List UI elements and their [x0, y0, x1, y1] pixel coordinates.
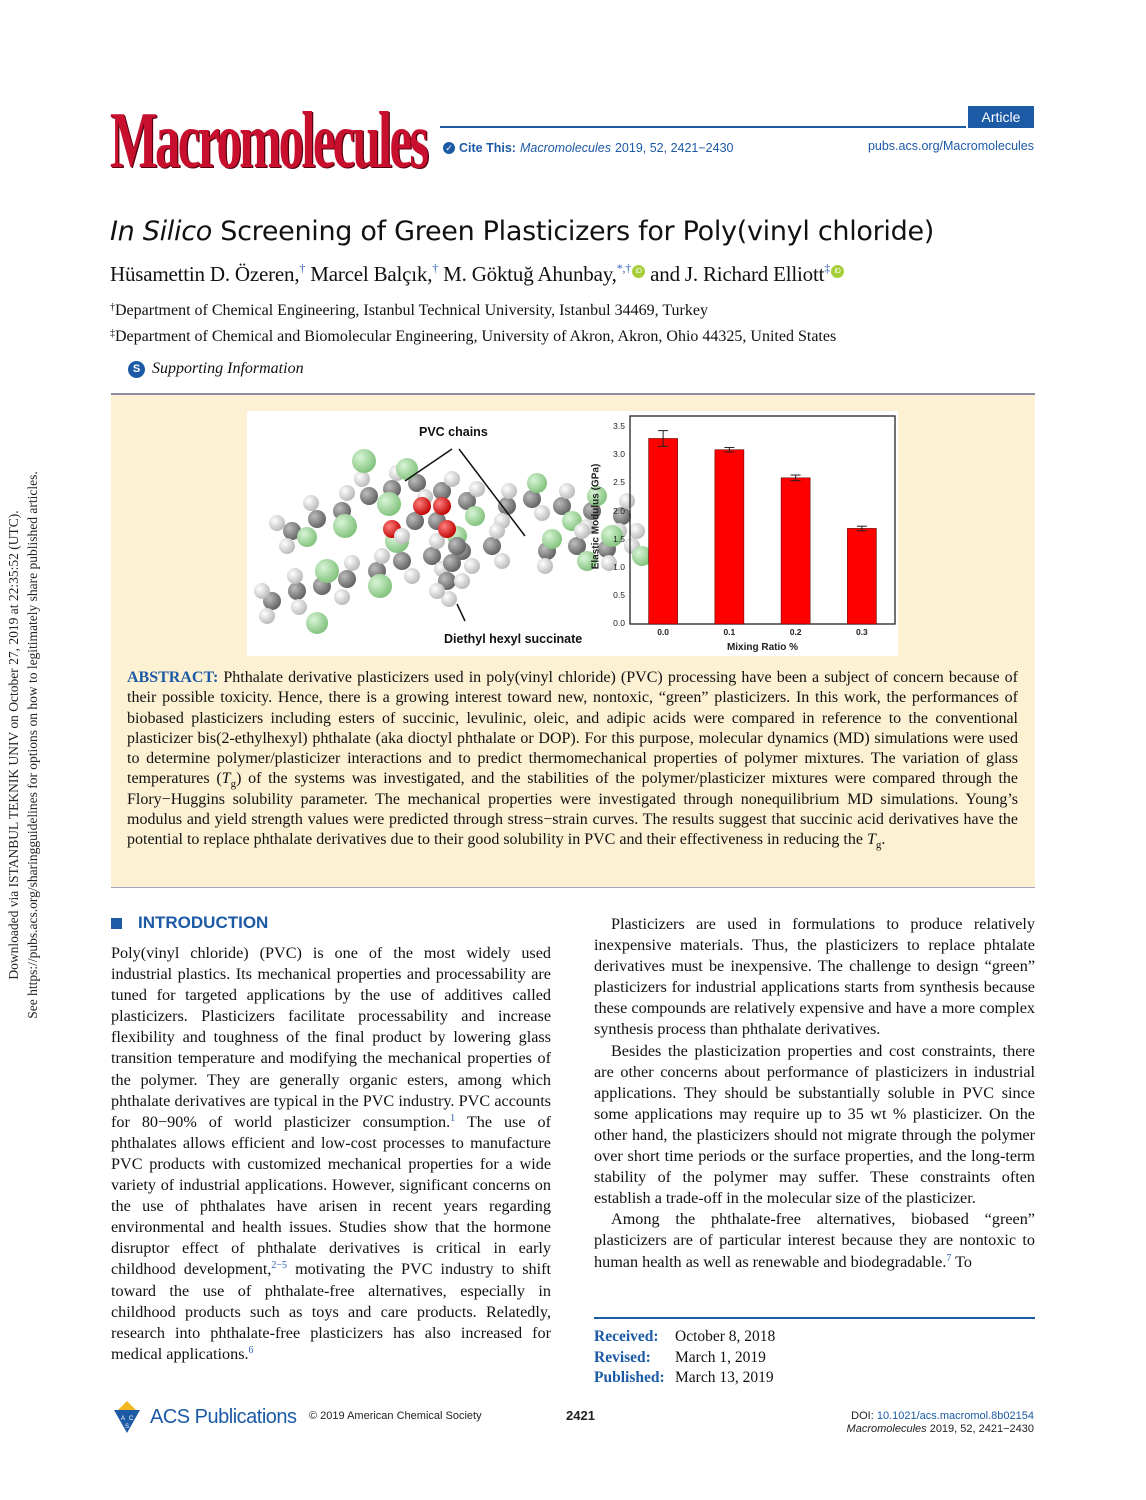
date-label: Received: [594, 1328, 659, 1345]
author-name[interactable]: M. Göktuğ Ahunbay, [443, 262, 617, 286]
journal-url-link[interactable]: pubs.acs.org/Macromolecules [867, 139, 1034, 153]
reference-link[interactable]: 7 [946, 1252, 952, 1264]
cite-details: 2019, 52, 2421−2430 [614, 141, 734, 155]
tg-subscript: g [875, 839, 882, 852]
date-label: Published: [594, 1369, 665, 1386]
right-column [594, 914, 1035, 1273]
bar [781, 478, 810, 624]
author-marks: *,† [616, 261, 632, 275]
intro-paragraph-1 [111, 943, 551, 1365]
author-list [110, 260, 844, 288]
cite-journal: Macromolecules [519, 141, 611, 155]
check-circle-icon: ✓ [443, 142, 455, 154]
tg-symbol: T [866, 831, 876, 849]
date-label: Revised: [594, 1348, 651, 1366]
x-tick-label: 0.2 [789, 627, 802, 637]
reference-link[interactable]: 6 [248, 1344, 254, 1356]
citation-journal: Macromolecules [846, 1423, 927, 1435]
y-tick-label: 3.5 [613, 421, 625, 432]
x-tick-label: 0.0 [657, 627, 670, 637]
succinate-label: Diethyl hexyl succinate [444, 632, 583, 646]
introduction-heading [111, 913, 268, 933]
copyright: © 2019 American Chemical Society [309, 1410, 482, 1422]
intro-paragraph-2: Plasticizers are used in formulations to produce relatively inexpensive materials. Thus, the plasticizers to replace phtalate derivatives must be inexpensive. The challenge to design “green” plasticizers for industrial applications starts from synthesis because these compounds are relatively expensive and have a more complex synthesis process than phthalate derivatives. [594, 915, 1035, 1039]
reference-link[interactable]: 2−5 [271, 1260, 288, 1272]
date-value: October 8, 2018 [675, 1328, 776, 1345]
author-marks: † [299, 261, 306, 275]
affiliation-text: Department of Chemical and Biomolecular Engineering, University of Akron, Akron, Ohio 44325, United States [115, 328, 837, 345]
introduction-heading-text: INTRODUCTION [138, 913, 269, 932]
paragraph-text: motivating the PVC industry to shift toward the use of phthalate-free alternatives, especially in childhood products such as toys and care products. Relatedly, research into phthalate-free plasticizers has also increased for medical applications. [111, 1260, 551, 1363]
author-marks: ‡ [824, 261, 831, 275]
y-tick-label: 0.0 [613, 618, 625, 628]
acs-logo-icon [110, 1400, 144, 1434]
toc-graphic [247, 411, 898, 656]
svg-text:S: S [125, 1424, 130, 1430]
bar-chart [585, 411, 898, 656]
y-tick-label: 2.5 [613, 477, 625, 488]
svg-text:A: A [121, 1416, 126, 1422]
abstract-body-2: ) of the systems was investigated, and the stabilities of the polymer/plasticizer mixtures were compared through the Flory−Huggins solubility parameter. The mechanical properties were investigated through nonequilibrium MD simulations. Young’s modulus and yield strength values were predicted through stress−strain curves. The results suggest that succinic acid derivatives have the potential to replace phthalate derivatives due to their good solubility in PVC and their effectiveness in reducing the [127, 770, 1019, 849]
intro-paragraph-4 [594, 1209, 1035, 1272]
left-column [111, 943, 551, 1365]
author-name[interactable]: and J. Richard Elliott [650, 262, 825, 286]
date-value: March 1, 2019 [675, 1348, 766, 1366]
affiliation-2 [110, 327, 836, 347]
acs-publications-logo[interactable] [110, 1400, 297, 1434]
download-watermark [4, 455, 44, 1035]
affiliation-mark: ‡ [110, 328, 115, 339]
abstract-body-1: Phthalate derivative plasticizers used in poly(vinyl chloride) (PVC) processing have been a subject of concern because of their possible toxicity. Hence, there is a growing interest toward new, nontoxic, “green” plasticizers. In this work, the performances of biobased plasticizers including esters of succinic, levulinic, oleic, and adipic acids were compared in reference to the conventional plasticizer bis(2-ethylhexyl) phthalate (aka dioctyl phthalate or DOP). For this purpose, molecular dynamics (MD) simulations were used to determine polymer/plasticizer interactions and to predict thermomechanical properties of polymer mixtures. The variation of glass temperatures ( [127, 669, 1018, 788]
header-rule [440, 126, 966, 128]
y-tick-label: 1.5 [613, 533, 625, 544]
tg-symbol: T [221, 770, 231, 788]
bar [847, 528, 876, 624]
abstract-text [127, 668, 1018, 851]
x-axis-label: Mixing Ratio % [726, 642, 799, 653]
x-tick-label: 0.1 [723, 627, 736, 637]
tg-subscript: g [230, 778, 237, 791]
y-tick-label: 2.0 [613, 505, 625, 516]
affiliation-text: Department of Chemical Engineering, Istanbul Technical University, Istanbul 34469, Turkey [115, 302, 708, 319]
abstract-label: ABSTRACT: [127, 669, 219, 686]
date-revised [594, 1348, 775, 1369]
date-published [594, 1368, 775, 1389]
article-title [110, 214, 934, 250]
publisher-name: ACS Publications [150, 1405, 297, 1428]
pvc-chains-label: PVC chains [419, 425, 488, 439]
orcid-icon[interactable]: iD [831, 265, 844, 278]
title-italic: In Silico [110, 216, 212, 247]
reference-link[interactable]: 1 [450, 1112, 456, 1124]
y-tick-label: 3.0 [613, 449, 625, 460]
affiliation-mark: † [110, 302, 115, 313]
paragraph-text: The use of phthalates allows efficient and low-cost processes to manufacture PVC products with customized mechanical properties for a wide variety of industrial applications. However, significant concerns on the use of phthalates have arisen in recent years regarding environmental and health issues. Studies show that the hormone disruptor effect of phthalate derivatives is critical in early childhood development, [111, 1112, 551, 1279]
x-tick-label: 0.3 [855, 627, 868, 637]
y-tick-label: 1.0 [613, 561, 625, 572]
affiliation-1 [110, 301, 708, 321]
journal-logo: Macromolecules [110, 97, 427, 185]
elastic-modulus-chart [585, 411, 898, 656]
intro-paragraph-3: Besides the plasticization properties and cost constraints, there are other concerns about performance of plasticizers in industrial applications. They should be substantially soluble in PVC since some applications may require up to 35 wt % plasticizer. On the other hand, the plasticizers should not migrate through the polymer over short time periods or the surface properties, and the long-term stability of the polymer may suffer. These constraints often establish a trade-off in the molecular size of the plasticizer. [594, 1041, 1035, 1208]
paragraph-text: To [951, 1252, 972, 1271]
citation-details: 2019, 52, 2421−2430 [926, 1423, 1034, 1435]
doi-block [847, 1410, 1034, 1436]
section-square-icon [111, 918, 122, 929]
supporting-info-icon: S [128, 361, 145, 378]
abstract-body-3: . [881, 831, 886, 849]
article-type-badge: Article [968, 106, 1034, 128]
watermark-line-1: Downloaded via ISTANBUL TEKNIK UNIV on October 27, 2019 at 22:35:52 (UTC). [6, 510, 21, 980]
date-value: March 13, 2019 [675, 1369, 774, 1386]
dates-rule [594, 1317, 1035, 1319]
author-marks: † [432, 261, 439, 275]
bar [649, 438, 678, 624]
title-rest: Screening of Green Plasticizers for Poly(vinyl chloride) [211, 216, 935, 247]
watermark-line-2[interactable]: See https://pubs.acs.org/sharingguidelines for options on how to legitimately share published articles. [25, 471, 40, 1019]
cite-this-link[interactable] [443, 141, 734, 155]
supporting-information-link[interactable] [128, 360, 304, 378]
doi-link[interactable]: 10.1021/acs.macromol.8b02154 [876, 1410, 1034, 1422]
doi-label: DOI: [851, 1410, 877, 1422]
y-tick-label: 0.5 [613, 589, 625, 600]
svg-text:C: C [129, 1416, 134, 1422]
bar [715, 450, 744, 624]
paragraph-text: Poly(vinyl chloride) (PVC) is one of the most widely used industrial plastics. Its mechanical properties and processability are tuned for targeted applications by the use of additives called plasticizers. Plasticizers facilitate processability and increase flexibility and toughness of the final product by lowering glass transition temperature and modifying the mechanical properties of the polymer. They are generally organic esters, among which phthalate derivatives are typical in the PVC industry. PVC accounts for 80−90% of world plasticizer consumption. [111, 944, 551, 1131]
publication-dates [594, 1327, 775, 1389]
paragraph-text: Among the phthalate-free alternatives, biobased “green” plasticizers are of particular interest because they are nontoxic to human health as well as renewable and biodegradable. [594, 1210, 1035, 1271]
cite-label: Cite This: [459, 141, 516, 155]
orcid-icon[interactable]: iD [632, 265, 645, 278]
page-number: 2421 [566, 1408, 595, 1423]
author-name[interactable]: Hüsamettin D. Özeren, [110, 262, 300, 286]
y-axis-label: Elastic Modulus (GPa) [590, 463, 602, 570]
author-name[interactable]: Marcel Balçık, [310, 262, 433, 286]
date-received [594, 1327, 775, 1348]
supporting-info-label: Supporting Information [152, 360, 304, 377]
